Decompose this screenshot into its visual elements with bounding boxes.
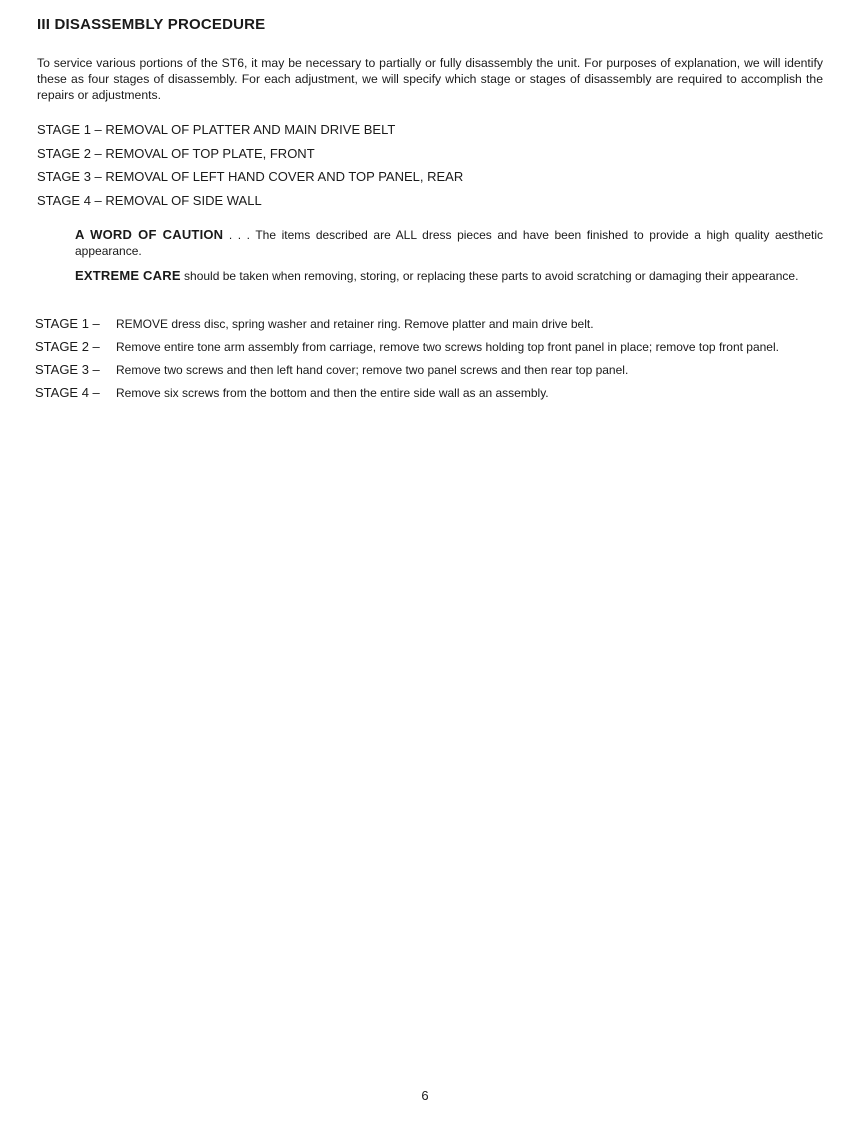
- page-number: 6: [421, 1088, 429, 1103]
- step-label: STAGE 2 –: [35, 339, 100, 354]
- stage-list-item-4: STAGE 4 – REMOVAL OF SIDE WALL: [37, 192, 262, 208]
- procedure-step-4: [35, 385, 825, 401]
- step-text: Remove entire tone arm assembly from carriage, remove two screws holding top front panel in place; remove top front panel.: [116, 340, 779, 354]
- step-label: STAGE 1 –: [35, 316, 100, 331]
- caution-text: . . . The items described are ALL dress pieces and have been finished to provide a high quality aesthetic appearance.: [75, 228, 823, 258]
- step-text: Remove six screws from the bottom and then the entire side wall as an assembly.: [116, 386, 549, 400]
- step-label: STAGE 4 –: [35, 385, 100, 400]
- procedure-step-3: [35, 362, 825, 378]
- caution-lead: A WORD OF CAUTION: [75, 227, 224, 242]
- extreme-care-lead: EXTREME CARE: [75, 268, 181, 283]
- step-text: Remove two screws and then left hand cover; remove two panel screws and then rear top panel.: [116, 363, 629, 377]
- step-text: REMOVE dress disc, spring washer and retainer ring. Remove platter and main drive belt.: [116, 317, 594, 331]
- stage-list-item-1: STAGE 1 – REMOVAL OF PLATTER AND MAIN DRIVE BELT: [37, 122, 396, 137]
- stage-list: [37, 121, 463, 215]
- extreme-care-text: should be taken when removing, storing, or replacing these parts to avoid scratching or damaging their appearance.: [180, 269, 799, 283]
- stage-list-item-3: STAGE 3 – REMOVAL OF LEFT HAND COVER AND TOP PANEL, REAR: [37, 169, 464, 184]
- caution-paragraph-1: [75, 227, 823, 259]
- step-label: STAGE 3 –: [35, 362, 100, 377]
- procedure-step-1: [35, 316, 825, 332]
- caution-paragraph-2: [75, 268, 823, 284]
- intro-paragraph: To service various portions of the ST6, it may be necessary to partially or fully disassembly the unit. For purposes of explanation, we will identify these as four stages of disassembly. For each adjustment, we will specify which stage or stages of disassembly are required to accomplish the repairs or adjustments.: [37, 56, 823, 102]
- caution-block: [75, 227, 823, 293]
- procedure-steps: [35, 316, 825, 408]
- stage-list-item-2: STAGE 2 – REMOVAL OF TOP PLATE, FRONT: [37, 145, 315, 161]
- section-heading: III DISASSEMBLY PROCEDURE: [37, 16, 266, 33]
- procedure-step-2: [35, 339, 825, 355]
